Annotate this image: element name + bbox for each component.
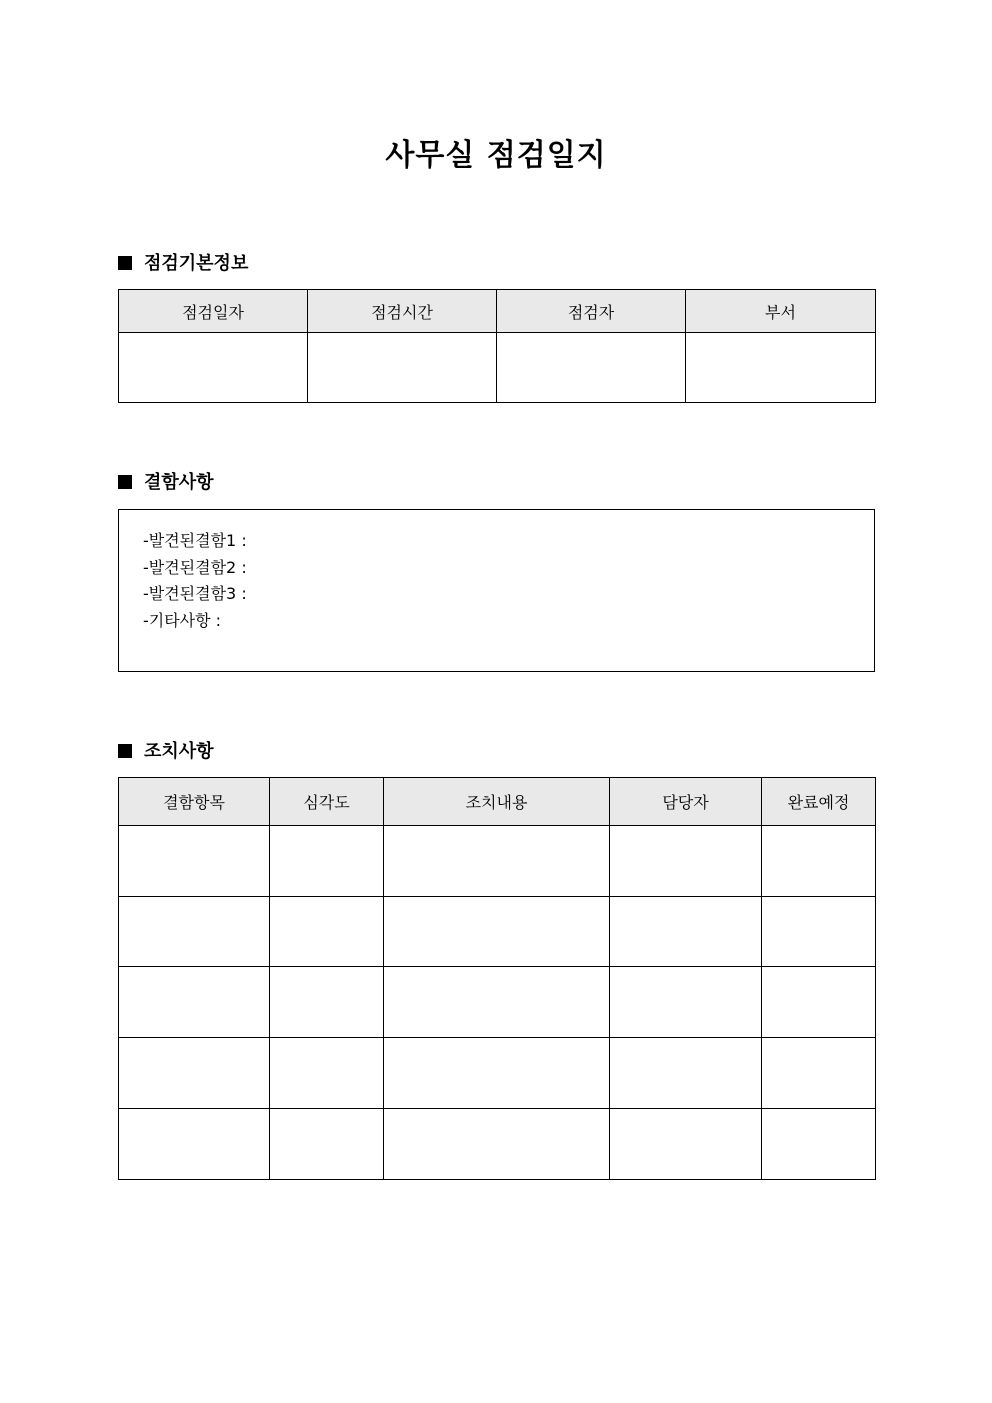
action-details-cell[interactable] [384, 897, 610, 967]
table-row [119, 897, 876, 967]
square-bullet-icon [118, 256, 132, 270]
table-row [119, 826, 876, 897]
inspection-date-cell[interactable] [119, 333, 308, 403]
column-header-assignee: 담당자 [610, 778, 762, 826]
action-details-cell[interactable] [384, 826, 610, 897]
department-cell[interactable] [686, 333, 876, 403]
section-heading-actions [118, 739, 214, 765]
defect-item-cell[interactable] [119, 1109, 270, 1180]
assignee-cell[interactable] [610, 967, 762, 1038]
other-notes-line: -기타사항 : [143, 610, 222, 630]
basic-info-table [118, 289, 876, 403]
defects-box[interactable] [118, 509, 875, 672]
severity-cell[interactable] [270, 826, 384, 897]
assignee-cell[interactable] [610, 897, 762, 967]
defect-item-cell[interactable] [119, 897, 270, 967]
column-header-due-date: 완료예정 [762, 778, 876, 826]
assignee-cell[interactable] [610, 1038, 762, 1109]
inspector-cell[interactable] [497, 333, 686, 403]
column-header-defect-item: 결함항목 [119, 778, 270, 826]
square-bullet-icon [118, 744, 132, 758]
action-details-cell[interactable] [384, 1038, 610, 1109]
defect-line-3: -발견된결함3 : [143, 584, 247, 603]
defect-line-2: -발견된결함2 : [143, 557, 247, 577]
actions-table [118, 777, 876, 1180]
defect-item-cell[interactable] [119, 1038, 270, 1109]
section-heading-basic-info [118, 251, 248, 277]
column-header-inspection-time: 점검시간 [308, 290, 497, 333]
column-header-department: 부서 [686, 290, 876, 333]
column-header-inspection-date: 점검일자 [119, 290, 308, 333]
defect-lines [143, 528, 247, 634]
section-heading-label: 점검기본정보 [144, 253, 249, 274]
severity-cell[interactable] [270, 897, 384, 967]
table-row [119, 333, 876, 403]
action-details-cell[interactable] [384, 967, 610, 1038]
assignee-cell[interactable] [610, 1109, 762, 1180]
section-heading-label: 조치사항 [144, 741, 214, 762]
table-row [119, 1038, 876, 1109]
table-row [119, 967, 876, 1038]
section-heading-defects [118, 470, 214, 496]
section-heading-label: 결함사항 [144, 472, 214, 493]
page-title: 사무실 점검일지 [385, 138, 607, 173]
column-header-inspector: 점검자 [497, 290, 686, 333]
column-header-severity: 심각도 [270, 778, 384, 826]
severity-cell[interactable] [270, 1038, 384, 1109]
table-row [119, 1109, 876, 1180]
due-date-cell[interactable] [762, 1038, 876, 1109]
inspection-time-cell[interactable] [308, 333, 497, 403]
action-details-cell[interactable] [384, 1109, 610, 1180]
square-bullet-icon [118, 475, 132, 489]
due-date-cell[interactable] [762, 1109, 876, 1180]
severity-cell[interactable] [270, 1109, 384, 1180]
column-header-action-details: 조치내용 [384, 778, 610, 826]
table-header-row [119, 290, 876, 333]
due-date-cell[interactable] [762, 897, 876, 967]
due-date-cell[interactable] [762, 826, 876, 897]
due-date-cell[interactable] [762, 967, 876, 1038]
table-header-row [119, 778, 876, 826]
defect-item-cell[interactable] [119, 967, 270, 1038]
assignee-cell[interactable] [610, 826, 762, 897]
severity-cell[interactable] [270, 967, 384, 1038]
defect-line-1: -발견된결함1 : [143, 531, 247, 550]
defect-item-cell[interactable] [119, 826, 270, 897]
